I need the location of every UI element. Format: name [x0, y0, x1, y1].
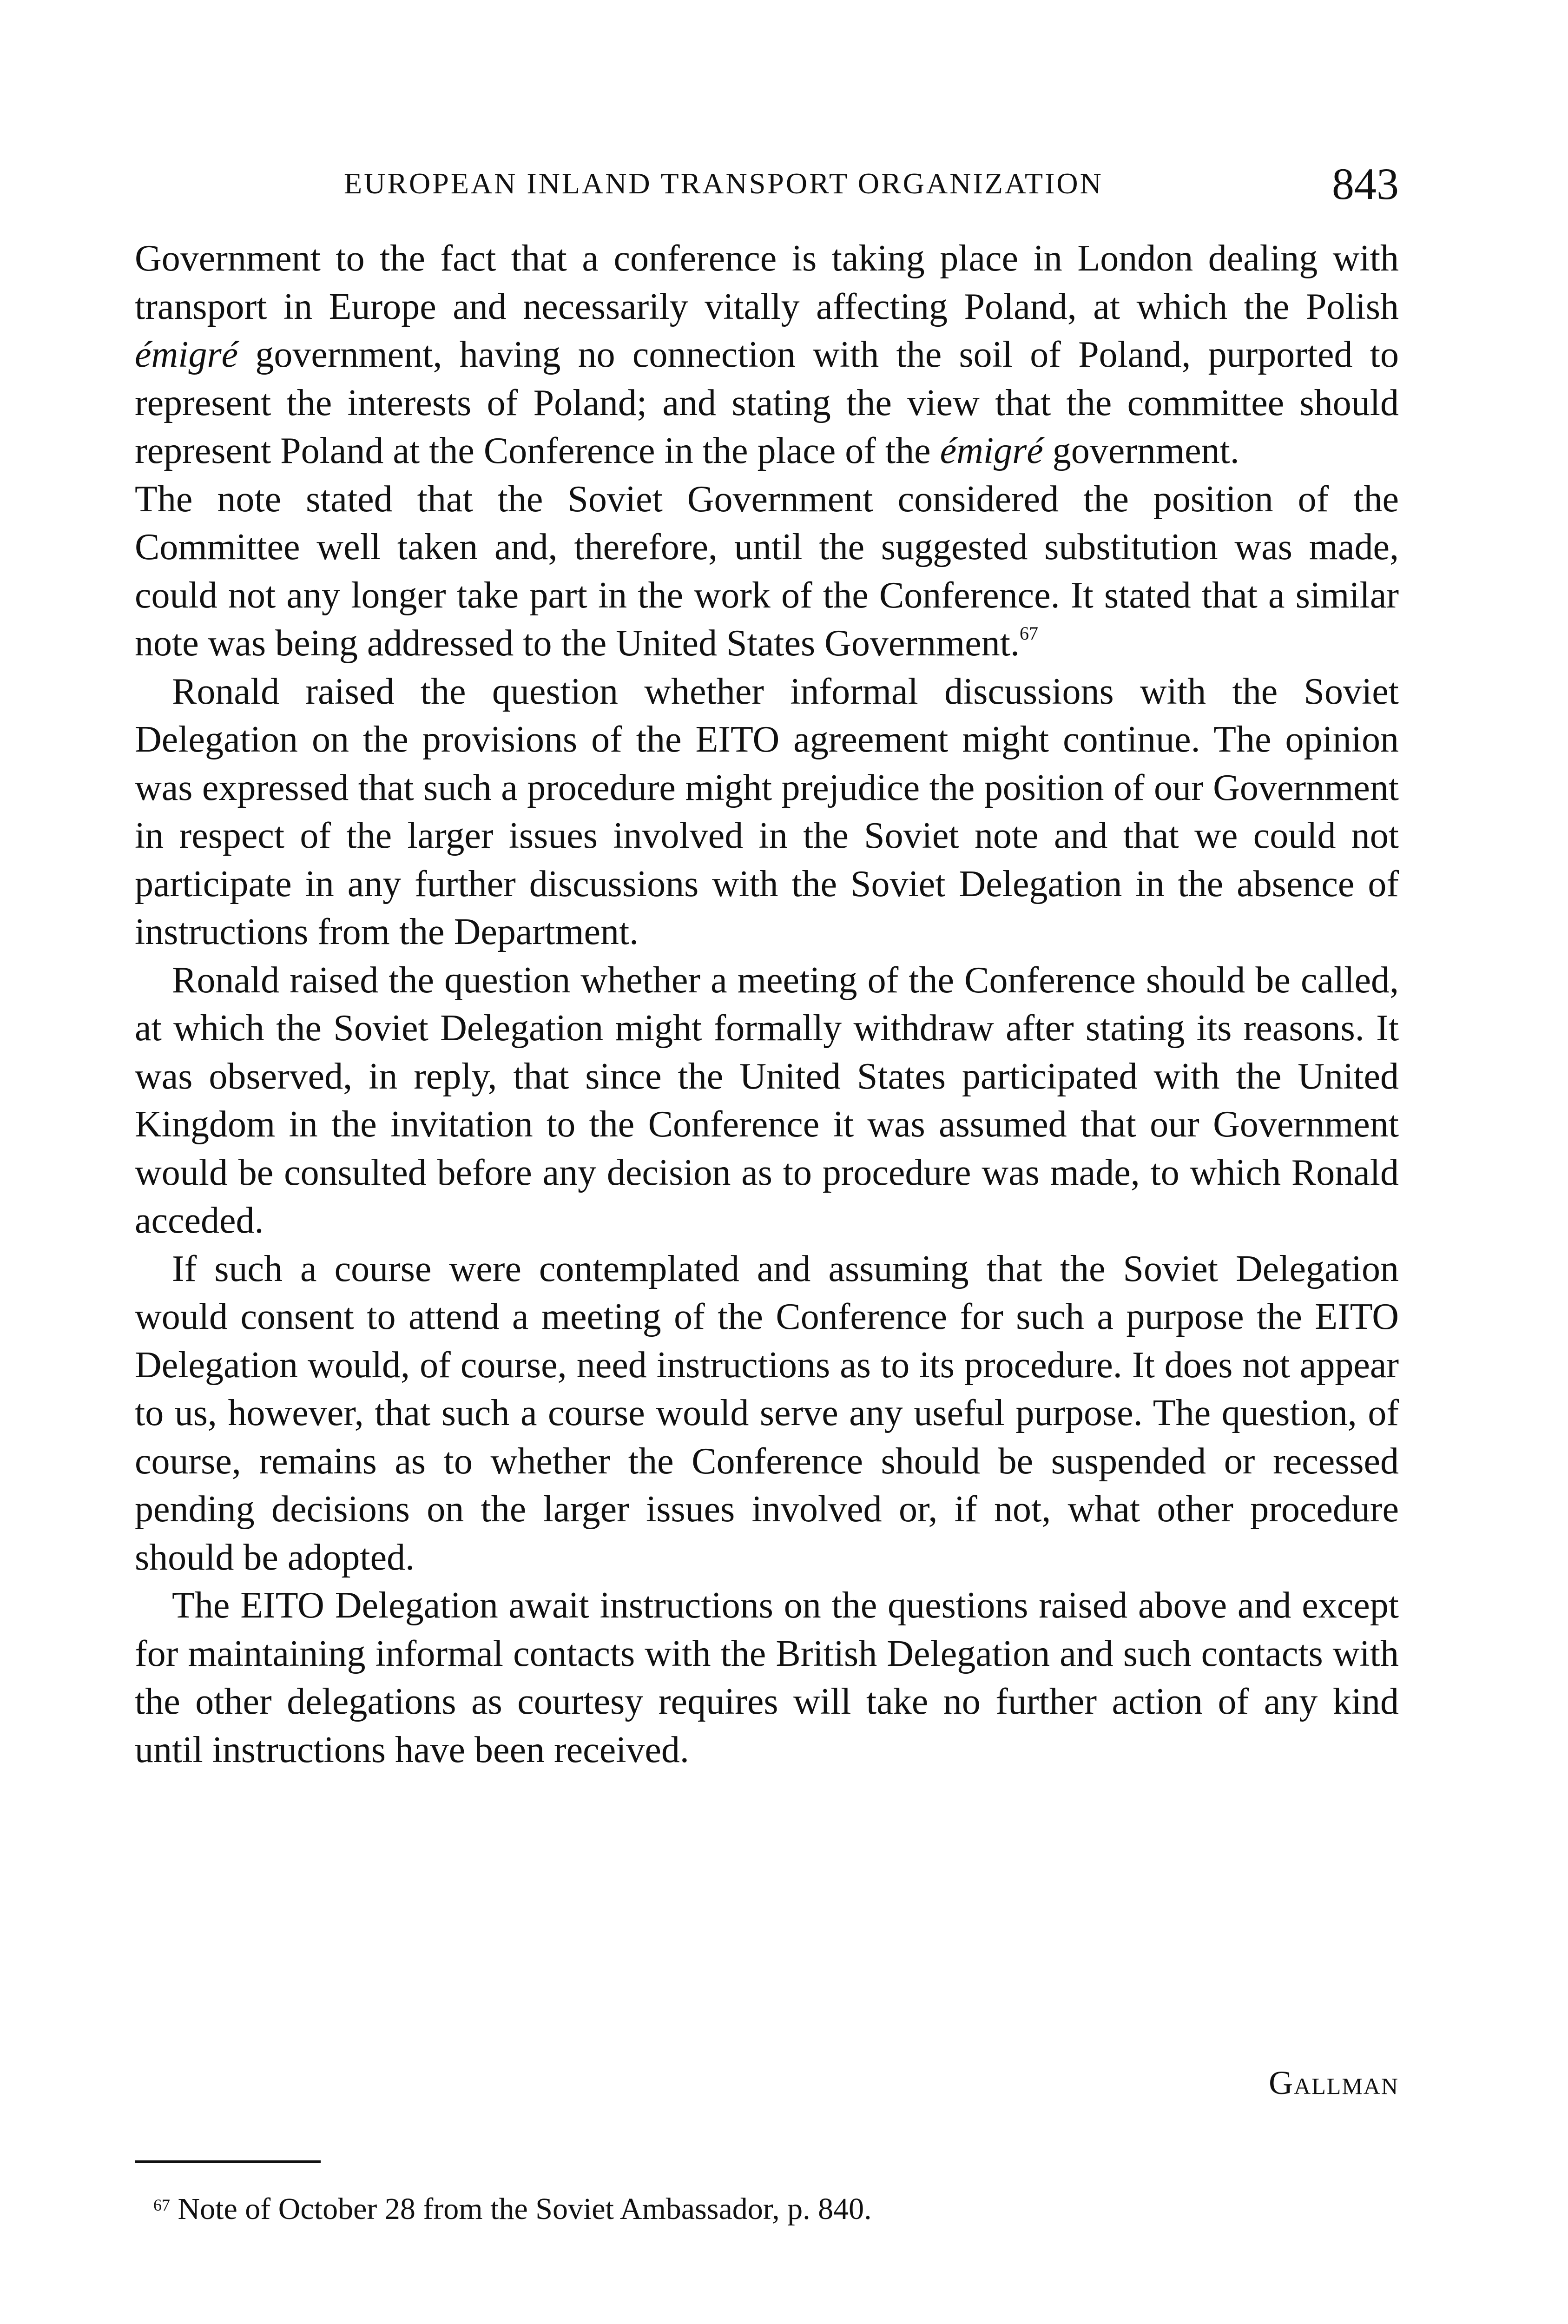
body-text	[135, 235, 1399, 1774]
emphasis-emigre: émigré	[940, 430, 1043, 471]
paragraph: If such a course were contemplated and assuming that the Soviet Delegation would consent to attend a meeting of the Conference for such a purpose the EITO Delegation would, of course, need instructions as to its procedure. It does not appear to us, however, that such a course would serve any useful purpose. The question, of course, remains as to whether the Conference should be suspended or recessed pending decisions on the larger issues involved or, if not, what other procedure should be adopted.	[135, 1248, 1399, 1578]
page-number: 843	[1332, 159, 1399, 209]
paragraph: Ronald raised the question whether a meeting of the Conference should be called, at which the Soviet Delegation might formally withdraw after stating its reasons. It was observed, in reply, that since the United States participated with the United Kingdom in the invitation to the Conference it was assumed that our Government would be consulted before any decision as to procedure was made, to which Ronald acceded.	[135, 959, 1399, 1241]
paragraph-text: Government to the fact that a conference is taking place in London dealing with transport in Europe and necessarily vitally affecting Poland, at which the Polish	[135, 238, 1399, 327]
paragraph-text: The note stated that the Soviet Government considered the position of the Committee well taken and, therefore, until the suggested substitution was made, could not any longer take part in the work of the Conference. It stated that a similar note was being addressed to the United States Government.	[135, 478, 1399, 664]
paragraph	[135, 475, 1399, 668]
running-head	[135, 158, 1399, 214]
footnote	[153, 2192, 872, 2227]
paragraph: Ronald raised the question whether informal discussions with the Soviet Delegation on the provisions of the EITO agreement might continue. The opinion was expressed that such a procedure might prejudice the position of our Government in respect of the larger issues involved in the Soviet note and that we could not participate in any further discussions with the Soviet Delegation in the absence of instructions from the Department.	[135, 671, 1399, 952]
footnote-reference: 67	[1019, 623, 1038, 644]
paragraph-text: government, having no connection with the soil of Poland, purported to represent the interests of Poland; and stating the view that the committee should represent Poland at the Conference in the place of the	[135, 334, 1399, 471]
footnote-rule	[135, 2160, 321, 2163]
paragraph: The EITO Delegation await instructions on the questions raised above and except for maintaining informal contacts with the British Delegation and such contacts with the other delegations as courtesy requires will take no further action of any kind until instructions have been received.	[135, 1585, 1399, 1770]
paragraph-continued	[135, 235, 1399, 475]
signature: Gallman	[1269, 2064, 1399, 2101]
running-title: EUROPEAN INLAND TRANSPORT ORGANIZATION	[344, 167, 1103, 200]
emphasis-emigre: émigré	[135, 334, 238, 375]
footnote-text: Note of October 28 from the Soviet Ambassador, p. 840.	[170, 2192, 872, 2226]
footnote-mark: 67	[153, 2196, 170, 2214]
paragraph-text: government.	[1043, 430, 1239, 471]
